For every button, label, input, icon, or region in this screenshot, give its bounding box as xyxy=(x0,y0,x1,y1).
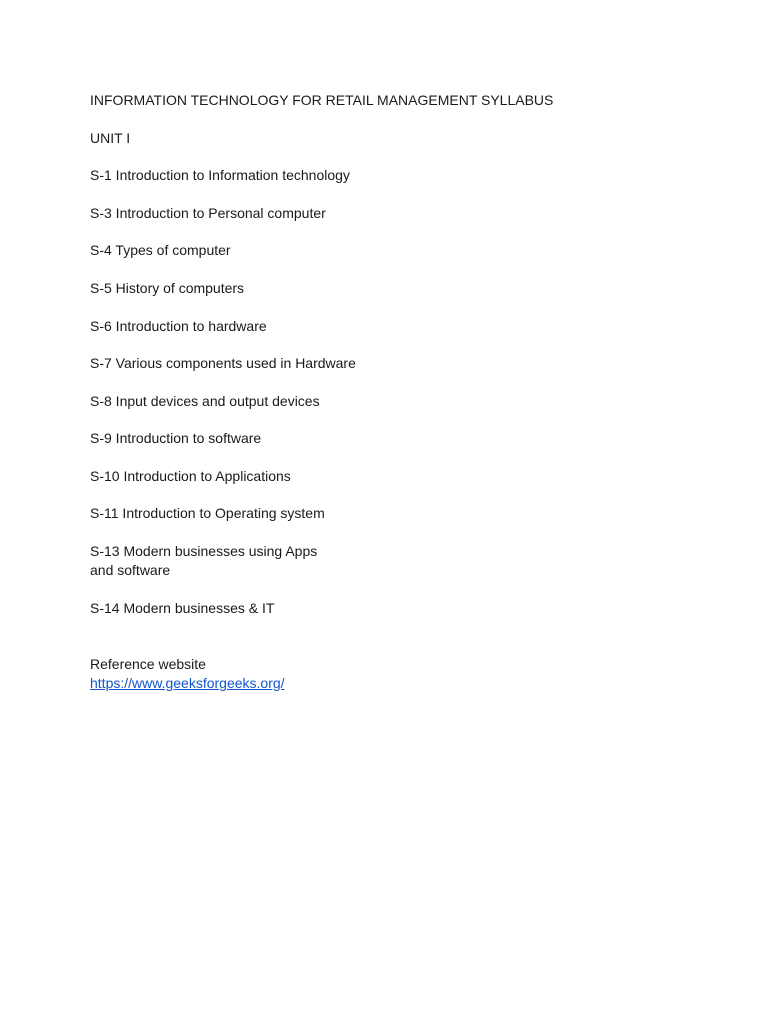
syllabus-item: S-8 Input devices and output devices xyxy=(90,393,320,409)
syllabus-item: S-1 Introduction to Information technology xyxy=(90,167,350,183)
syllabus-item: S-5 History of computers xyxy=(90,280,245,296)
syllabus-item: S-4 Types of computer xyxy=(90,242,231,258)
syllabus-item: S-13 Modern businesses using Apps and software xyxy=(90,543,318,578)
document-title: INFORMATION TECHNOLOGY FOR RETAIL MANAGEMENT SYLLABUS xyxy=(90,92,554,108)
syllabus-item: S-10 Introduction to Applications xyxy=(90,468,291,484)
unit-heading: UNIT I xyxy=(90,130,131,146)
syllabus-item: S-11 Introduction to Operating system xyxy=(90,505,325,521)
reference-label: Reference website xyxy=(90,656,206,672)
syllabus-item: S-7 Various components used in Hardware xyxy=(90,355,356,371)
syllabus-item: S-9 Introduction to software xyxy=(90,430,262,446)
syllabus-item: S-3 Introduction to Personal computer xyxy=(90,205,326,221)
reference-link[interactable]: https://www.geeksforgeeks.org/ xyxy=(90,675,285,691)
syllabus-item: S-6 Introduction to hardware xyxy=(90,318,267,334)
syllabus-item: S-14 Modern businesses & IT xyxy=(90,600,275,616)
